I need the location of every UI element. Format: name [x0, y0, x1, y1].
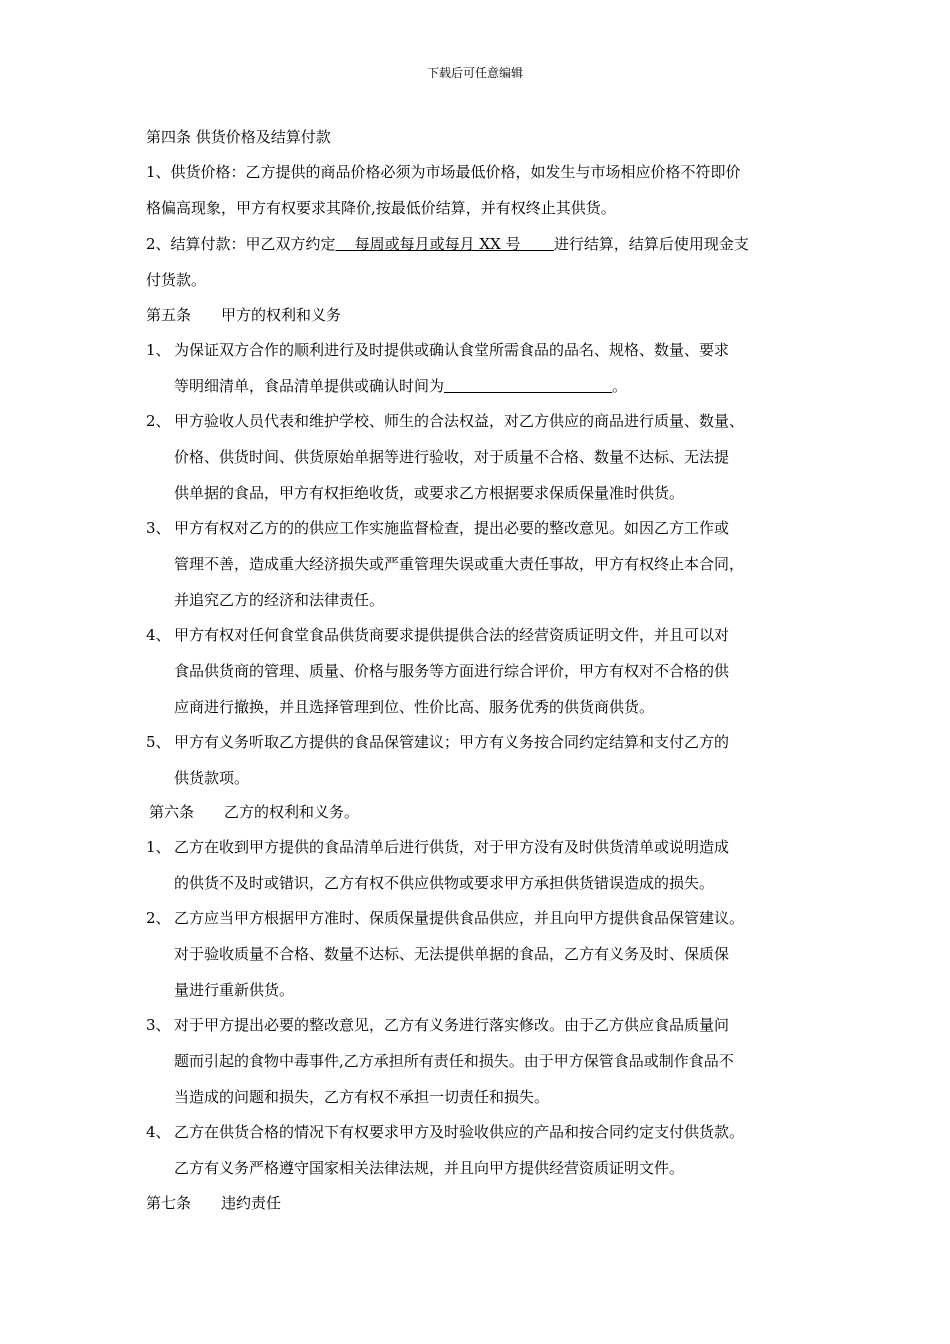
- settlement-period-field: 每周或每月或每月 XX 号: [335, 235, 554, 253]
- art5-item-3-line-3: 并追究乙方的经济和法律责任。: [174, 591, 385, 609]
- art5-item-1-number: 1、: [146, 341, 171, 359]
- art5-item-4-line-3: 应商进行撤换，并且选择管理到位、性价比高、服务优秀的供货商供货。: [174, 698, 655, 716]
- art5-item-4-line-2: 食品供货商的管理、质量、价格与服务等方面进行综合评价，甲方有权对不合格的供: [174, 662, 730, 680]
- article-4-clause-2-line-2: 付货款。: [146, 271, 207, 289]
- art5-item-2-line-3: 供单据的食品，甲方有权拒绝收货，或要求乙方根据要求保质保量准时供货。: [174, 484, 685, 502]
- article-6-title: [149, 801, 359, 823]
- clause-2-suffix: 进行结算，结算后使用现金支: [553, 235, 749, 253]
- art6-item-3-line-1: 3、 对于甲方提出必要的整改意见，乙方有义务进行落实修改。由于乙方供应食品质量问: [146, 1016, 730, 1034]
- art6-item-3-line-3: 当造成的问题和损失，乙方有权不承担一切责任和损失。: [174, 1088, 550, 1106]
- art5-item-3-line-1: 3、 甲方有权对乙方的的供应工作实施监督检查，提出必要的整改意见。如因乙方工作或: [146, 519, 730, 537]
- art5-item-5-line-1: 5、 甲方有义务听取乙方提供的食品保管建议；甲方有义务按合同约定结算和支付乙方的: [146, 733, 730, 751]
- art5-item-4-number: 4、: [146, 626, 171, 644]
- article-5-number: 第五条: [146, 306, 192, 324]
- art6-item-2-line-1: 2、 乙方应当甲方根据甲方准时、保质保量提供食品供应，并且向甲方提供食品保管建议。: [146, 909, 745, 927]
- article-6-number: 第六条: [149, 803, 195, 821]
- art6-item-3-line-2: 题而引起的食物中毒事件,乙方承担所有责任和损失。由于甲方保管食品或制作食品不: [174, 1052, 734, 1070]
- article-4-clause-1-line-2: 格偏高现象，甲方有权要求其降价,按最低价结算，并有权终止其供货。: [146, 199, 616, 217]
- article-4-clause-1-line-1: 1、供货价格：乙方提供的商品价格必须为市场最低价格，如发生与市场相应价格不符即价: [146, 163, 741, 181]
- art6-item-2-line-3: 量进行重新供货。: [174, 981, 295, 999]
- art6-item-1-line-1: 1、 乙方在收到甲方提供的食品清单后进行供货，对于甲方没有及时供货清单或说明造成: [146, 838, 730, 856]
- article-6-heading: 乙方的权利和义务。: [224, 803, 360, 821]
- art5-item-5-number: 5、: [146, 733, 171, 751]
- clause-2-prefix: 2、结算付款：甲乙双方约定: [146, 235, 336, 253]
- page-header: 下载后可任意编辑: [426, 66, 523, 80]
- article-7-heading: 违约责任: [221, 1194, 282, 1212]
- confirmation-time-blank: [444, 376, 612, 393]
- art6-item-3-number: 3、: [146, 1016, 171, 1034]
- art5-item-4-line-1: 4、 甲方有权对任何食堂食品供货商要求提供提供合法的经营资质证明文件，并且可以对: [146, 626, 730, 644]
- article-7-title: [146, 1192, 281, 1214]
- art6-item-4-line-2: 乙方有义务严格遵守国家相关法律法规，并且向甲方提供经营资质证明文件。: [174, 1159, 685, 1177]
- art6-item-2-number: 2、: [146, 909, 171, 927]
- art6-item-4-line-1: 4、 乙方在供货合格的情况下有权要求甲方及时验收供应的产品和按合同约定支付供货款。: [146, 1123, 745, 1141]
- article-5-title: [146, 304, 341, 326]
- article-4-clause-2-line-1: [146, 233, 749, 255]
- art5-item-2-line-2: 价格、供货时间、供货原始单据等进行验收，对于质量不合格、数量不达标、无法提: [174, 448, 730, 466]
- art6-item-1-number: 1、: [146, 838, 171, 856]
- art5-item-5-line-2: 供货款项。: [174, 769, 250, 787]
- art6-item-2-line-2: 对于验收质量不合格、数量不达标、无法提供单据的食品，乙方有义务及时、保质保: [174, 945, 730, 963]
- art5-item-1-line-2: 等明细清单，食品清单提供或确认时间为 。: [174, 377, 628, 395]
- art6-item-4-number: 4、: [146, 1123, 171, 1141]
- art5-item-1-line-1: 1、 为保证双方合作的顺利进行及时提供或确认食堂所需食品的品名、规格、数量、要求: [146, 341, 730, 359]
- art6-item-1-line-2: 的供货不及时或错识，乙方有权不供应供物或要求甲方承担供货错误造成的损失。: [174, 874, 715, 892]
- article-7-number: 第七条: [146, 1194, 192, 1212]
- art5-item-2-number: 2、: [146, 412, 171, 430]
- article-4-title: 第四条 供货价格及结算付款: [146, 128, 331, 146]
- art5-item-3-line-2: 管理不善，造成重大经济损失或严重管理失误或重大责任事故，甲方有权终止本合同，: [174, 555, 745, 573]
- article-5-heading: 甲方的权利和义务: [221, 306, 342, 324]
- art5-item-3-number: 3、: [146, 519, 171, 537]
- art5-item-2-line-1: 2、 甲方验收人员代表和维护学校、师生的合法权益，对乙方供应的商品进行质量、数量、: [146, 412, 745, 430]
